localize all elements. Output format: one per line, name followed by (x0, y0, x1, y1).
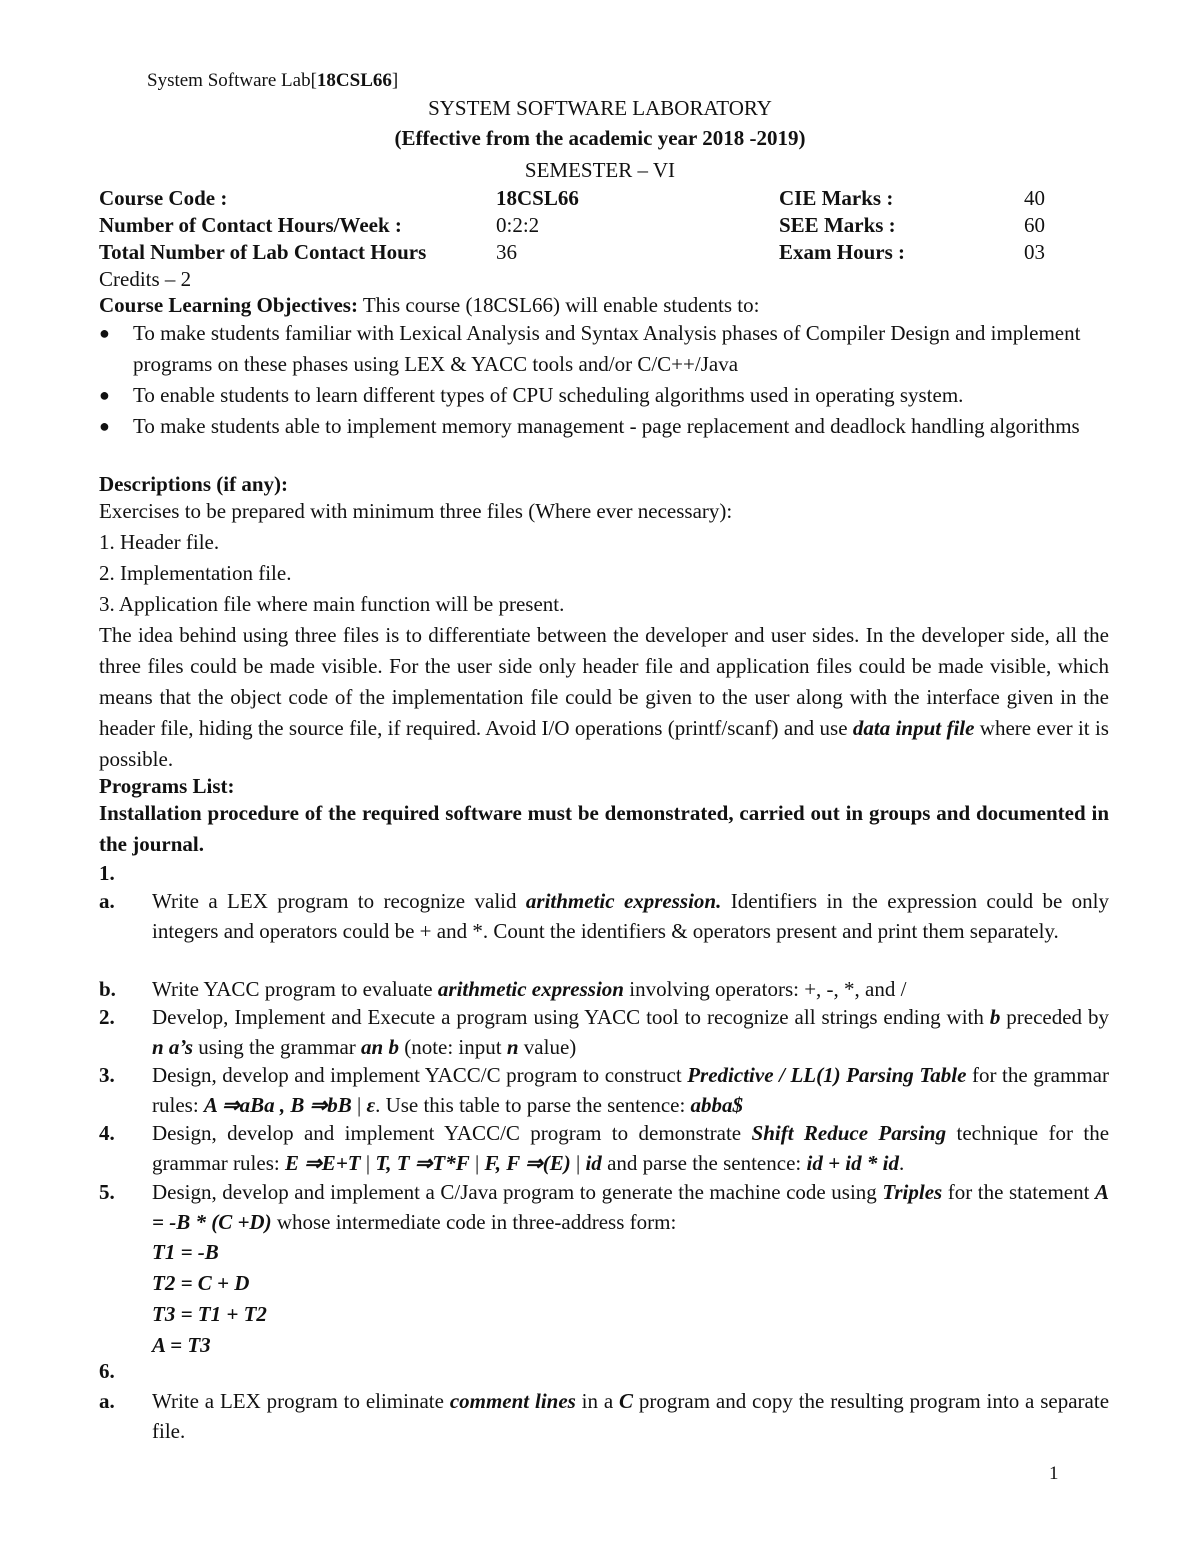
install-note: Installation procedure of the required software must be demonstrated, carried out in groups and documented in the journal. (99, 801, 1109, 856)
program-6-number: 6. (99, 1359, 115, 1383)
objective-item: ● To make students able to implement memory management - page replacement and deadlock handling algorithms (99, 411, 1109, 442)
three-address-line: T2 = C + D (152, 1271, 250, 1295)
file-list-item: 2. Implementation file. (99, 561, 292, 585)
bullet-icon: ● (99, 323, 110, 343)
program-3: 3. Design, develop and implement YACC/C program to construct Predictive / LL(1) Parsing Table for the grammar rules: A ⇒aBa , B ⇒bB | ε. Use this table to parse the sentence: abba$ (99, 1063, 1109, 1117)
info-row-contact-hours: Number of Contact Hours/Week : 0:2:2 SEE Marks : 60 (99, 213, 1045, 237)
running-header: System Software Lab[18CSL66] (147, 70, 399, 91)
credits: Credits – 2 (99, 267, 192, 291)
program-5: 5. Design, develop and implement a C/Java program to generate the machine code using Triples for the statement A = -B * (C +D) whose intermediate code in three-address form: (99, 1180, 1109, 1234)
three-address-line: A = T3 (152, 1333, 211, 1357)
bullet-icon: ● (99, 416, 110, 436)
page-number: 1 (1049, 1463, 1059, 1484)
bullet-icon: ● (99, 385, 110, 405)
academic-year: (Effective from the academic year 2018 -2019) (394, 126, 806, 150)
program-1a: a. Write a LEX program to recognize valid arithmetic expression. Identifiers in the expression could be only integers and operators could be + and *. Count the identifiers & operators present and print them separately. (99, 889, 1109, 943)
descriptions-intro: Exercises to be prepared with minimum three files (Where ever necessary): (99, 499, 733, 523)
descriptions-heading: Descriptions (if any): (99, 472, 288, 496)
objective-item: ● To enable students to learn different types of CPU scheduling algorithms used in operating system. (99, 380, 1109, 411)
info-row-total-hours: Total Number of Lab Contact Hours 36 Exam Hours : 03 (99, 240, 1045, 264)
program-4: 4. Design, develop and implement YACC/C program to demonstrate Shift Reduce Parsing technique for the grammar rules: E ⇒E+T | T, T ⇒T*F | F, F ⇒(E) | id and parse the sentence: id + id * id. (99, 1121, 1110, 1175)
file-list-item: 3. Application file where main function will be present. (99, 592, 565, 616)
objective-item: ● To make students familiar with Lexical Analysis and Syntax Analysis phases of Compiler Design and implement programs on these phases using LEX & YACC tools and/or C/C++/Java (99, 318, 1109, 380)
program-1b: b. Write YACC program to evaluate arithmetic expression involving operators: +, -, *, and / (99, 977, 907, 1001)
program-6a: a. Write a LEX program to eliminate comment lines in a C program and copy the resulting program into a separate file. (99, 1389, 1110, 1443)
programs-heading: Programs List: (99, 774, 235, 798)
semester: SEMESTER – VI (524, 158, 676, 182)
program-2: 2. Develop, Implement and Execute a program using YACC tool to recognize all strings ending with b preceded by n a’s using the grammar an b (note: input n value) (99, 1005, 1109, 1059)
program-1-number: 1. (99, 861, 115, 885)
descriptions-paragraph: The idea behind using three files is to differentiate between the developer and user sides. In the developer side, all the three files could be made visible. For the user side only header file and application files could be made visible, which means that the object code of the implementation file could be given to the user along with the interface given in the header file, hiding the source file, if required. Avoid I/O operations (printf/scanf) and use data input file where ever it is possible. (99, 623, 1109, 771)
three-address-line: T3 = T1 + T2 (152, 1302, 267, 1326)
three-address-line: T1 = -B (152, 1240, 219, 1264)
info-row-course-code: Course Code : 18CSL66 CIE Marks : 40 (99, 186, 1045, 210)
file-list-item: 1. Header file. (99, 530, 220, 554)
document-title: SYSTEM SOFTWARE LABORATORY (428, 96, 772, 120)
objectives-heading: Course Learning Objectives: This course (18CSL66) will enable students to: (99, 293, 760, 317)
